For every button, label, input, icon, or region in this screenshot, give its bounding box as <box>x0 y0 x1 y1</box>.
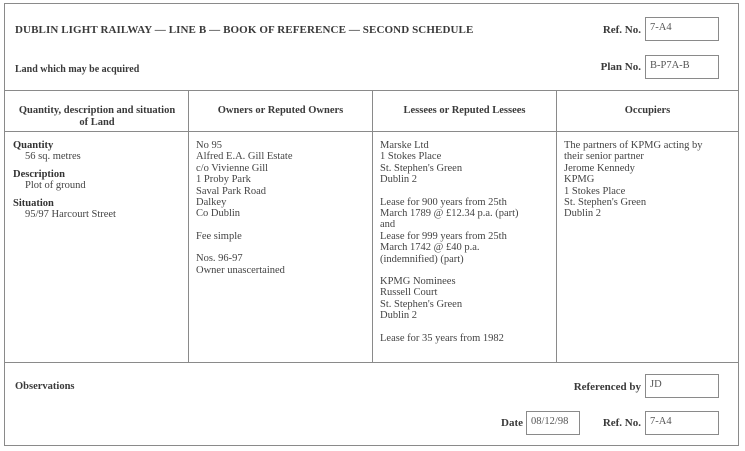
owner-line: No 95 <box>196 140 222 151</box>
description-value: Plot of ground <box>25 180 86 192</box>
lessee-line: and <box>380 219 396 231</box>
occupier-line: Jerome Kennedy <box>564 162 635 174</box>
lessee-line: March 1789 @ £12.34 p.a. (part) <box>380 208 519 220</box>
description-label: Description <box>13 168 65 180</box>
lessees-cell <box>380 140 552 344</box>
occupier-line: St. Stephen's Green <box>564 197 647 209</box>
ref-no-label: Ref. No. <box>602 24 641 36</box>
lessee-line: KPMG Nominees <box>380 276 456 288</box>
lessee-line: Dublin 2 <box>380 174 418 186</box>
owner-line: c/o Vivienne Gill <box>196 162 269 174</box>
table-bottom-rule <box>5 362 738 363</box>
date-label: Date <box>501 417 523 429</box>
column-header-owners: Owners or Reputed Owners <box>217 105 344 116</box>
lessee-line: 1 Stokes Place <box>380 151 442 163</box>
lessee-line: Russell Court <box>380 287 438 299</box>
column-header-land: Quantity, description and situation of Land <box>18 105 176 128</box>
lessee-line: St. Stephen's Green <box>380 162 463 174</box>
form-title: DUBLIN LIGHT RAILWAY — LINE B — BOOK OF REFERENCE — SECOND SCHEDULE <box>15 24 474 36</box>
lessee-line: (indemnified) (part) <box>380 253 464 265</box>
plan-no-label: Plan No. <box>600 61 641 73</box>
column-divider <box>372 90 373 362</box>
owner-line: 1 Proby Park <box>196 174 251 186</box>
schedule-form <box>4 3 739 446</box>
occupier-line: Dublin 2 <box>564 208 602 220</box>
occupier-line: KPMG <box>564 174 595 186</box>
column-header-occupiers: Occupiers <box>624 105 671 116</box>
occupiers-cell <box>564 140 736 220</box>
column-divider <box>556 90 557 362</box>
plan-no-field[interactable]: B-P7A-B <box>645 55 719 79</box>
lessee-line: Lease for 999 years from 25th <box>380 230 507 242</box>
lessee-line: Lease for 900 years from 25th <box>380 196 507 208</box>
owner-line: Owner unascertained <box>196 264 285 276</box>
situation-value: 95/97 Harcourt Street <box>25 209 116 221</box>
quantity-value: 56 sq. metres <box>25 151 81 163</box>
lessee-line: St. Stephen's Green <box>380 298 463 310</box>
owner-line: Fee simple <box>196 230 242 242</box>
date-field[interactable]: 08/12/98 <box>526 411 580 435</box>
owner-line: Nos. 96-97 <box>196 253 243 265</box>
lessee-line: Dublin 2 <box>380 310 418 322</box>
occupier-line: The partners of KPMG acting by <box>564 140 703 151</box>
owner-line: Dalkey <box>196 197 227 209</box>
referenced-by-label: Referenced by <box>573 381 641 393</box>
owner-line: Saval Park Road <box>196 185 266 197</box>
owners-cell <box>196 140 368 276</box>
footer-ref-no-label: Ref. No. <box>602 417 641 429</box>
lessee-line: Marske Ltd <box>380 140 429 151</box>
ref-no-field[interactable]: 7-A4 <box>645 17 719 41</box>
situation-label: Situation <box>13 197 54 209</box>
owner-line: Co Dublin <box>196 208 241 220</box>
lessee-line: March 1742 @ £40 p.a. <box>380 242 480 254</box>
land-cell <box>13 140 183 220</box>
column-header-lessees: Lessees or Reputed Lessees <box>403 105 526 116</box>
occupier-line: 1 Stokes Place <box>564 185 626 197</box>
column-divider <box>188 90 189 362</box>
observations-label: Observations <box>15 381 75 392</box>
quantity-label: Quantity <box>13 140 54 151</box>
form-subtitle: Land which may be acquired <box>15 64 140 75</box>
footer-ref-no-field[interactable]: 7-A4 <box>645 411 719 435</box>
lessee-line: Lease for 35 years from 1982 <box>380 332 504 344</box>
occupier-line: their senior partner <box>564 151 644 163</box>
referenced-by-field[interactable]: JD <box>645 374 719 398</box>
owner-line: Alfred E.A. Gill Estate <box>196 151 293 163</box>
